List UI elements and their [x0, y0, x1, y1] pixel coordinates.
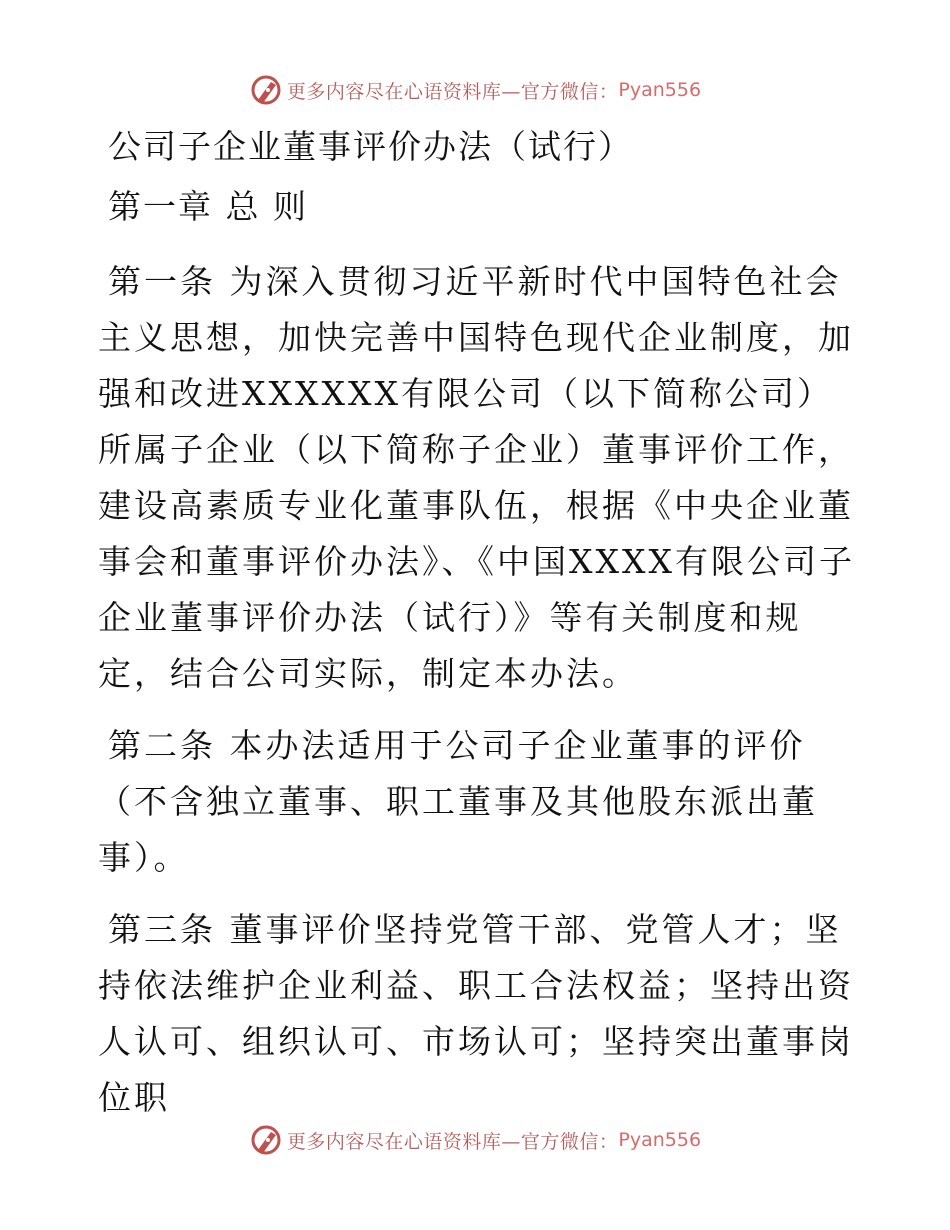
footer-watermark — [0, 1120, 950, 1160]
document-body — [98, 122, 858, 1142]
article-text: 第一条 为深入贯彻习近平新时代中国特色社会主义思想，加快完善中国特色现代企业制度，加强和改进XXXXXX有限公司（以下简称公司）所属子企业（以下简称子企业）董事评价工作，建设高素质专业化董事队伍，根据《中央企业董事会和董事评价办法》、《中国XXXX有限公司子企业董事评价办法（试行）》等有关制度和规定，结合公司实际，制定本办法。 — [98, 262, 855, 693]
header-watermark — [0, 70, 950, 110]
pen-nib-icon — [249, 73, 283, 107]
watermark-wechat-id: Pyan556 — [618, 1129, 702, 1151]
document-title: 公司子企业董事评价办法（试行） — [108, 127, 633, 166]
article-paragraph — [98, 718, 858, 886]
article-paragraph — [98, 902, 858, 1126]
watermark-wechat-id: Pyan556 — [618, 79, 702, 101]
watermark-text: 更多内容尽在心语资料库—官方微信： — [286, 1130, 619, 1153]
pen-nib-icon — [249, 1123, 283, 1157]
watermark-text: 更多内容尽在心语资料库—官方微信： — [286, 80, 619, 103]
article-paragraph — [98, 254, 858, 702]
article-text: 第二条 本办法适用于公司子企业董事的评价（不含独立董事、职工董事及其他股东派出董事）。 — [98, 726, 818, 877]
article-text: 第三条 董事评价坚持党管干部、党管人才；坚持依法维护企业利益、职工合法权益；坚持出资人认可、组织认可、市场认可；坚持突出董事岗位职 — [98, 910, 854, 1117]
chapter-heading: 第一章 总 则 — [108, 187, 308, 226]
